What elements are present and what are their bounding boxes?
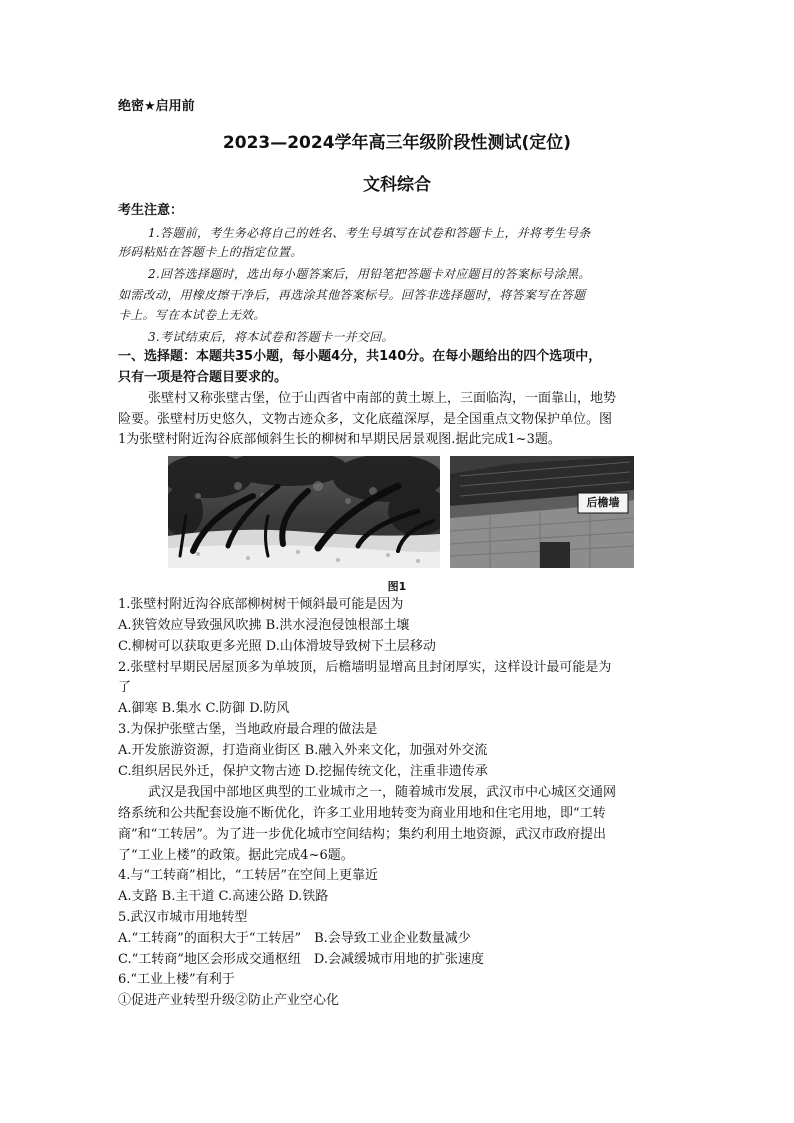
rear-eave-wall-sign: 后檐墙 xyxy=(586,496,620,509)
q6-choice-1-text: 促进产业转型升级 xyxy=(131,993,236,1008)
exam-title: 2023—2024学年高三年级阶段性测试(定位) xyxy=(222,133,572,153)
q3-options-cd: C.组织居民外迁，保护文物古迹 D.挖掘传统文化，注重非遗传承 xyxy=(118,764,488,779)
passage2-line4: 了“工业上楼”的政策。据此完成4~6题。 xyxy=(118,848,354,863)
note-1a: 1.答题前，考生务必将自己的姓名、考生号填写在试卷和答题卡上，并将考生号条 xyxy=(148,226,591,240)
section-heading-1: 一、选择题：本题共35小题，每小题4分，共140分。在每小题给出的四个选项中， xyxy=(118,349,602,364)
note-2b: 如需改动，用橡皮擦干净后，再选涂其他答案标号。回答非选择题时，将答案写在答题 xyxy=(118,288,586,302)
willow-trees-photo xyxy=(168,456,440,568)
q6-choice-2-number: ② xyxy=(235,993,249,1008)
section-heading-2: 只有一项是符合题目要求的。 xyxy=(118,370,288,385)
note-2a: 2.回答选择题时，选出每小题答案后，用铅笔把答题卡对应题目的答案标号涂黑。 xyxy=(148,267,591,281)
q6-choice-1-number: ① xyxy=(118,993,132,1008)
passage1-line1: 张壁村又称张壁古堡，位于山西省中南部的黄土塬上，三面临沟，一面靠山，地势 xyxy=(148,391,617,406)
q5-options-cd: C.“工转商”地区会形成交通枢纽 D.会减缓城市用地的扩张速度 xyxy=(118,952,484,967)
q6-stem: 6.“工业上楼”有利于 xyxy=(118,972,235,987)
passage2-line1: 武汉是我国中部地区典型的工业城市之一，随着城市发展，武汉市中心城区交通网 xyxy=(148,785,617,800)
q2-stem-2: 了 xyxy=(118,680,132,695)
q4-options: A.支路 B.主干道 C.高速公路 D.铁路 xyxy=(118,889,329,904)
note-3: 3.考试结束后，将本试卷和答题卡一并交回。 xyxy=(148,330,394,344)
passage1-line2: 险要。张壁村历史悠久，文物古迹众多，文化底蕴深厚，是全国重点文物保护单位。图 xyxy=(118,412,613,427)
confidential-label: 绝密★启用前 xyxy=(118,99,195,114)
note-2c: 卡上。写在本试卷上无效。 xyxy=(118,308,266,322)
q1-stem: 1.张壁村附近沟谷底部柳树树干倾斜最可能是因为 xyxy=(118,597,404,612)
notes-heading: 考生注意： xyxy=(118,203,184,218)
note-1b: 形码粘贴在答题卡上的指定位置。 xyxy=(118,245,303,259)
rear-eave-wall-photo xyxy=(450,456,634,568)
q2-options: A.御寒 B.集水 C.防御 D.防风 xyxy=(118,701,290,716)
figure-caption: 图1 xyxy=(387,580,407,593)
subject-title: 文科综合 xyxy=(363,175,431,195)
passage1-line3: 1为张壁村附近沟谷底部倾斜生长的柳树和早期民居景观图.据此完成1~3题。 xyxy=(118,432,561,447)
q5-options-ab: A.“工转商”的面积大于“工转居” B.会导致工业企业数量减少 xyxy=(118,931,471,946)
q4-stem: 4.与“工转商”相比，“工转居”在空间上更靠近 xyxy=(118,868,378,883)
passage2-line3: 商”和“工转居”。为了进一步优化城市空间结构；集约利用土地资源，武汉市政府提出 xyxy=(118,827,606,842)
q2-stem-1: 2.张壁村早期民居屋顶多为单坡顶，后檐墙明显增高且封闭厚实，这样设计最可能是为 xyxy=(118,660,612,675)
q1-options-ab: A.狭管效应导致强风吹拂 B.洪水浸泡侵蚀根部土壤 xyxy=(118,618,410,633)
q3-stem: 3.为保护张壁古堡，当地政府最合理的做法是 xyxy=(118,722,378,737)
q6-choices xyxy=(118,991,339,1011)
passage2-line2: 络系统和公共配套设施不断优化，许多工业用地转变为商业用地和住宅用地，即“工转 xyxy=(118,806,606,821)
q3-options-ab: A.开发旅游资源，打造商业街区 B.融入外来文化，加强对外交流 xyxy=(118,743,488,758)
q1-options-cd: C.柳树可以获取更多光照 D.山体滑坡导致树下土层移动 xyxy=(118,639,436,654)
q6-choice-2-text: 防止产业空心化 xyxy=(248,993,340,1008)
q5-stem: 5.武汉市城市用地转型 xyxy=(118,910,248,925)
